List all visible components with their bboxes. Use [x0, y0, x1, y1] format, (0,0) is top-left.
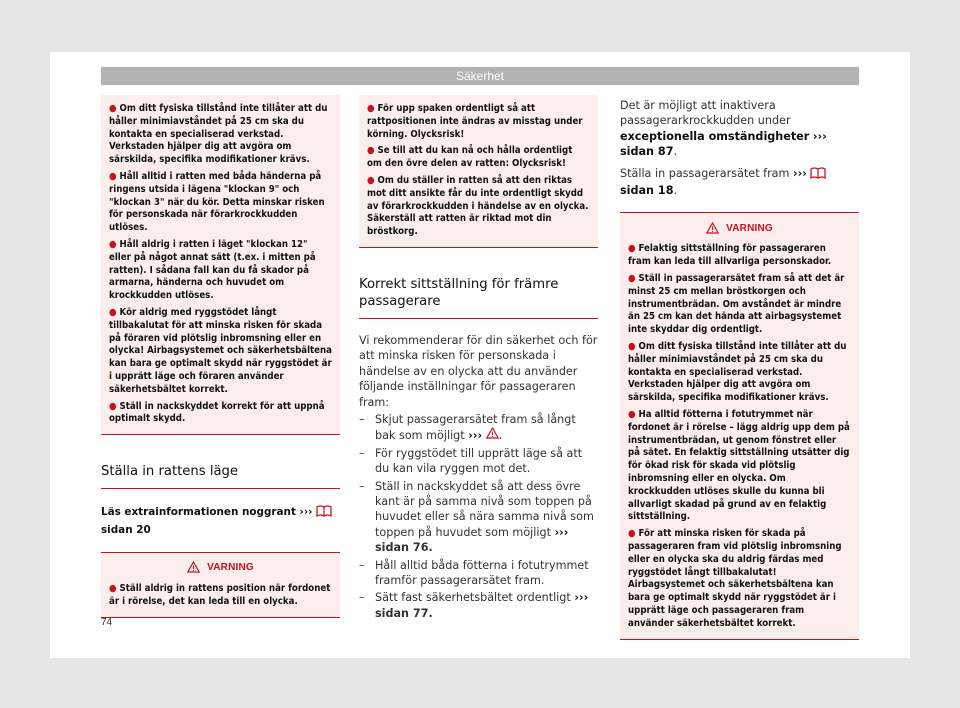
warning-item: ● Se till att du kan nå och hålla ordentligt om den övre delen av ratten: Olycksrisk!: [367, 145, 573, 170]
bullet-dot-icon: ●: [628, 528, 636, 540]
warning-item: ● Felaktig sittställning för passageraren fram kan leda till allvarliga personskador.: [628, 243, 832, 268]
bullet-dot-icon: ●: [109, 170, 117, 182]
list-item: – Skjut passagerarsätet fram så långt bak som möjligt ››› .: [359, 413, 576, 443]
warning-item: ● För upp spaken ordentligt så att rattpositionen inte ändras av misstag under körning. Olycksrisk!: [367, 103, 583, 140]
reference-arrows: ›››: [299, 506, 313, 519]
warning-item: ● Om ditt fysiska tillstånd inte tillåter att du håller minimiavståndet på 25 cm ska du kontakta en specialiserad verkstad. Verkstaden hjälper dig att avgöra om särskilda, specifika modifikationer krävs.: [628, 341, 847, 404]
warning-item: ● Ställ in passagerarsätet fram så att det är minst 25 cm mellan bröstkorgen och instrumentbrädan. Om avståndet är mindre än 25 cm kan det hända att airbagsystemet inte skyddar dig ordentligt.: [628, 273, 845, 336]
warning-item: ● Kör aldrig med ryggstödet långt tillbakalutat för att minska risken för skada på föraren vid plötslig inbromsning eller en olycka! Airbagsystemet och säkerhetsbältena kan bara ge optimalt skydd när ryggstödet är i upprätt läge och föraren använder säkerhetsbältet korrekt.: [109, 306, 332, 395]
page-reference-link[interactable]: sidan 20: [101, 523, 151, 536]
warning-divider: [101, 617, 340, 618]
reference-arrows: ›››: [574, 591, 589, 605]
warning-header: [109, 559, 332, 577]
reference-arrows: ›››: [554, 525, 569, 539]
book-icon: [316, 505, 332, 522]
bullet-dot-icon: ●: [628, 273, 636, 285]
bullet-dot-icon: ●: [628, 341, 636, 353]
intro-text: Vi rekommenderar för din säkerhet och för att minska risken för personskada i händelse av en olycka att du använder följande inställningar för passageraren fram:: [359, 333, 598, 409]
warning-item: ● Ställ in nackskyddet korrekt för att uppnå optimalt skydd.: [109, 400, 325, 425]
book-icon: [810, 167, 826, 183]
warning-item: ● Ställ aldrig in rattens position när fordonet är i rörelse, det kan leda till en olycka.: [109, 582, 331, 607]
warning-triangle-icon: [486, 429, 499, 442]
warning-item: ● Håll aldrig i ratten i läget "klockan 12" eller på något annat sätt (t.ex. i mitten på ratten). I sådana fall kan du få skador på armarna, händerna och huvudet om krockkudden utlöses.: [109, 238, 316, 302]
list-item: – Håll alltid båda fötterna i fotutrymmet framför passagerarsätet fram.: [359, 558, 589, 588]
section-divider: [359, 318, 598, 319]
page-reference-link[interactable]: sidan 18: [620, 184, 674, 198]
section-header: Säkerhet: [101, 67, 859, 85]
bullet-dot-icon: ●: [367, 145, 375, 157]
warning-label: VARNING: [726, 222, 773, 234]
section-divider: [101, 488, 340, 489]
bullet-dot-icon: ●: [367, 103, 375, 114]
bullet-dot-icon: ●: [109, 400, 117, 412]
bullet-dot-icon: ●: [628, 409, 636, 420]
reference-arrows: ›››: [812, 129, 827, 143]
warning-label: VARNING: [207, 562, 254, 574]
warning-box-continued: [101, 95, 340, 434]
bullet-dot-icon: ●: [628, 243, 636, 255]
warning-item: ● Ha alltid fötterna i fotutrymmet när fordonet är i rörelse – lägg aldrig upp dem på instrumentbrädan, ut genom fönstret eller på sätet. En felaktig sittställning utsätter dig för ökad risk för skada vid plötslig inbromsning eller en olycka. Om krockkudden utlöses skulle du kunna bli allvarligt skadad på grund av en felaktig sittställning.: [628, 409, 850, 523]
intro-text: Läs extrainformationen noggrant ››› sidan 20: [101, 505, 340, 538]
reference-arrows: ›››: [468, 429, 483, 443]
warning-item: ● För att minska risken för skada på passageraren fram vid plötslig inbromsning eller en olycka ska du aldrig färdas med ryggstödet långt tillbakalutat! Airbagsystemet och säkerhetsbältena kan bara ge optimalt skydd när ryggstödet är i upprätt läge och passageraren fram använder säkerhetsbältet korrekt.: [628, 528, 842, 629]
page-reference-link[interactable]: sidan 77.: [375, 606, 433, 620]
emphasis-text: exceptionella omständigheter: [620, 129, 810, 143]
column-1: [101, 95, 340, 618]
paragraph-airbag: Det är möjligt att inaktivera passagerarkrockkudden under exceptionella omständigheter ››› sidan 87.: [620, 99, 827, 159]
reference-arrows: ›››: [793, 166, 807, 180]
warning-divider: [620, 639, 859, 640]
bullet-dot-icon: ●: [109, 582, 117, 594]
warning-header: [628, 219, 851, 237]
column-2: [359, 95, 598, 621]
warning-box: [620, 213, 859, 638]
warning-box-continued: [359, 95, 598, 247]
page-reference-link[interactable]: sidan 87: [620, 145, 674, 159]
column-3: [620, 98, 859, 640]
warning-box: [101, 553, 340, 617]
section-title: Ställa in rattens läge: [101, 464, 239, 480]
page-reference-link[interactable]: sidan 76.: [375, 541, 433, 555]
warning-triangle-icon: [187, 558, 200, 577]
bullet-dot-icon: ●: [367, 174, 375, 186]
list-item: – Ställ in nackskyddet så att dess övre kant är på samma nivå som toppen på huvudet eller så nära samma nivå som toppen på huvudet som möjligt ››› sidan 76.: [359, 479, 594, 555]
warning-item: ● Om ditt fysiska tillstånd inte tillåter att du håller minimiavståndet på 25 cm ska du kontakta en specialiserad verkstad. Verkstaden hjälper dig att avgöra om särskilda, specifika modifikationer krävs.: [109, 103, 328, 166]
bullet-dot-icon: ●: [109, 306, 117, 318]
list-item: – Sätt fast säkerhetsbältet ordentligt ››› sidan 77.: [359, 591, 589, 620]
list-item: – För ryggstödet till upprätt läge så att du kan vila ryggen mot det.: [359, 446, 583, 476]
section-title: Korrekt sittställning för främre passagerare: [359, 276, 559, 309]
bullet-dot-icon: ●: [109, 238, 117, 250]
warning-triangle-icon: [706, 219, 719, 238]
paragraph-seat: Ställa in passagerarsätet fram ››› sidan 18.: [620, 166, 859, 199]
page-number: 74: [101, 617, 113, 628]
bullet-dot-icon: ●: [109, 103, 117, 114]
warning-item: ● Håll alltid i ratten med båda händerna på ringens utsida i lägena "klockan 9" och "klockan 3" när du kör. Detta minskar risken för personskada när förarkrockkudden utlöses.: [109, 170, 325, 234]
warning-item: ● Om du ställer in ratten så att den riktas mot ditt ansikte får du inte ordentligt skydd av förarkrockkudden i händelse av en olycka. Säkerställ att ratten är riktad mot din bröstkorg.: [367, 174, 589, 238]
